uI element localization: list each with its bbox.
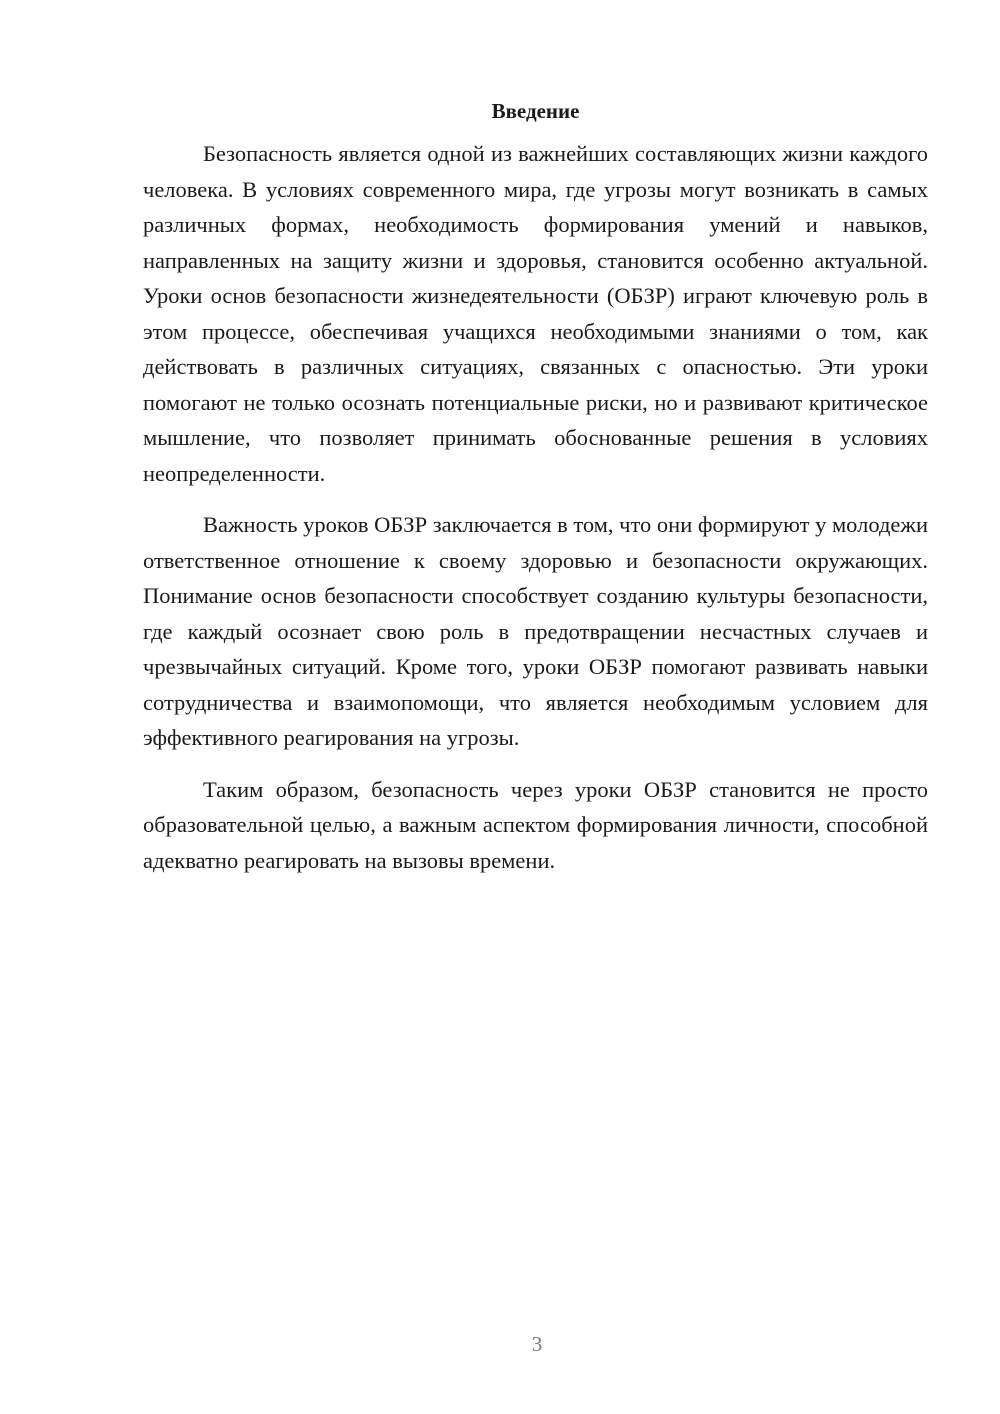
page-content <box>143 96 928 894</box>
section-title: Введение <box>491 99 580 123</box>
paragraph-3: Таким образом, безопасность через уроки ОБЗР становится не просто образовательной целью, а важным аспектом формирования личности, способной адекватно реагировать на вызовы времени. <box>143 776 928 873</box>
paragraph-2: Важность уроков ОБЗР заключается в том, что они формируют у молодежи ответственное отношение к своему здоровью и безопасности окружающих. Понимание основ безопасности способствует созданию культуры безопасности, где каждый осознает свою роль в предотвращении несчастных случаев и чрезвычайных ситуаций. Кроме того, уроки ОБЗР помогают развивать навыки сотрудничества и взаимопомощи, что является необходимым условием для эффективного реагирования на угрозы. <box>143 512 928 750</box>
page-number: 3 <box>531 1332 543 1356</box>
paragraph-1: Безопасность является одной из важнейших составляющих жизни каждого человека. В условиях современного мира, где угрозы могут возникать в самых различных формах, необходимость формирования умений и навыков, направленных на защиту жизни и здоровья, становится особенно актуальной. Уроки основ безопасности жизнедеятельности (ОБЗР) играют ключевую роль в этом процессе, обеспечивая учащихся необходимыми знаниями о том, как действовать в различных ситуациях, связанных с опасностью. Эти уроки помогают не только осознать потенциальные риски, но и развивают критическое мышление, что позволяет принимать обоснованные решения в условиях неопределенности. <box>143 141 928 486</box>
